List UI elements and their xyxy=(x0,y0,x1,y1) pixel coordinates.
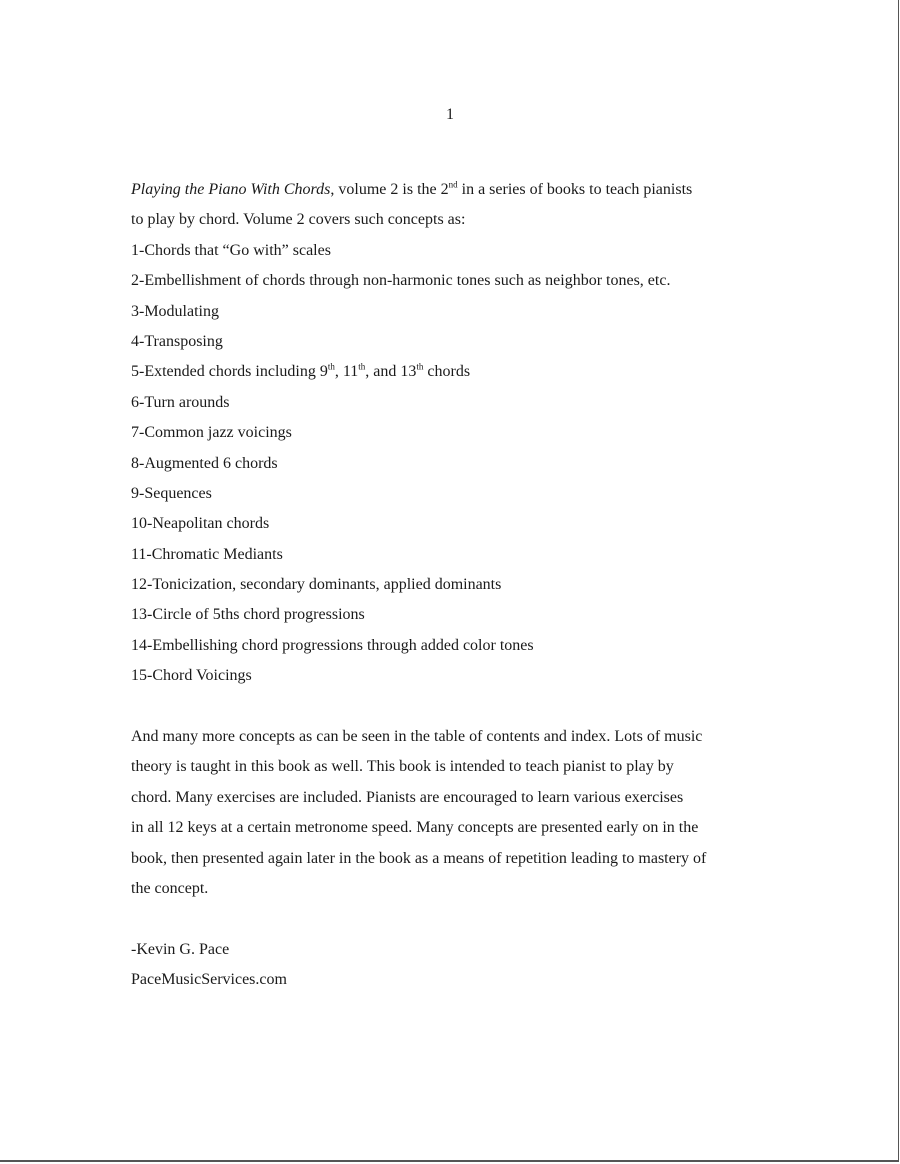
closing-line: the concept. xyxy=(131,879,209,897)
concept-item: 4-Transposing xyxy=(131,332,223,350)
closing-line: in all 12 keys at a certain metronome speed. Many concepts are presented early on in the xyxy=(131,819,699,837)
closing-line: chord. Many exercises are included. Pianists are encouraged to learn various exercises xyxy=(131,788,684,806)
closing-line: book, then presented again later in the book as a means of repetition leading to mastery of xyxy=(131,849,707,867)
concept-item: 12-Tonicization, secondary dominants, applied dominants xyxy=(131,576,502,594)
concept-item xyxy=(131,357,781,387)
concept-item: 10-Neapolitan chords xyxy=(131,515,270,533)
concept-text: chords xyxy=(423,363,471,381)
book-title: Playing the Piano With Chords xyxy=(131,181,331,198)
concept-item: 15-Chord Voicings xyxy=(131,667,252,685)
concept-item: 11-Chromatic Mediants xyxy=(131,545,283,563)
concept-item: 9-Sequences xyxy=(131,484,212,502)
paragraph-spacer xyxy=(131,692,781,722)
concept-text: , 11 xyxy=(334,363,359,381)
concept-item: 14-Embellishing chord progressions through added color tones xyxy=(131,636,534,654)
author-signature: -Kevin G. Pace xyxy=(131,940,230,958)
intro-text-end: in a series of books to teach pianists xyxy=(457,181,693,198)
concept-item: 8-Augmented 6 chords xyxy=(131,454,278,472)
concept-item: 1-Chords that “Go with” scales xyxy=(131,241,331,259)
page-number: 1 xyxy=(446,106,454,123)
closing-line: theory is taught in this book as well. This book is intended to teach pianist to play by xyxy=(131,758,674,776)
paragraph-spacer xyxy=(131,904,781,934)
concept-text: 5-Extended chords including 9 xyxy=(131,363,328,381)
author-website: PaceMusicServices.com xyxy=(131,971,287,989)
concept-item: 6-Turn arounds xyxy=(131,393,230,411)
ordinal-suffix: th xyxy=(327,362,335,373)
concept-text: , and 13 xyxy=(365,363,417,381)
concept-item: 13-Circle of 5ths chord progressions xyxy=(131,606,365,624)
ordinal-suffix: nd xyxy=(448,179,458,190)
closing-line: And many more concepts as can be seen in the table of contents and index. Lots of music xyxy=(131,728,703,746)
page-content xyxy=(131,175,781,996)
ordinal-suffix: th xyxy=(358,362,366,373)
intro-line-2: to play by chord. Volume 2 covers such concepts as: xyxy=(131,211,466,229)
intro-line-1 xyxy=(131,175,781,205)
concept-item: 2-Embellishment of chords through non-harmonic tones such as neighbor tones, etc. xyxy=(131,272,671,290)
concept-item: 3-Modulating xyxy=(131,302,219,320)
intro-text: , volume 2 is the 2 xyxy=(330,181,449,198)
ordinal-suffix: th xyxy=(416,362,424,373)
concept-item: 7-Common jazz voicings xyxy=(131,424,292,442)
